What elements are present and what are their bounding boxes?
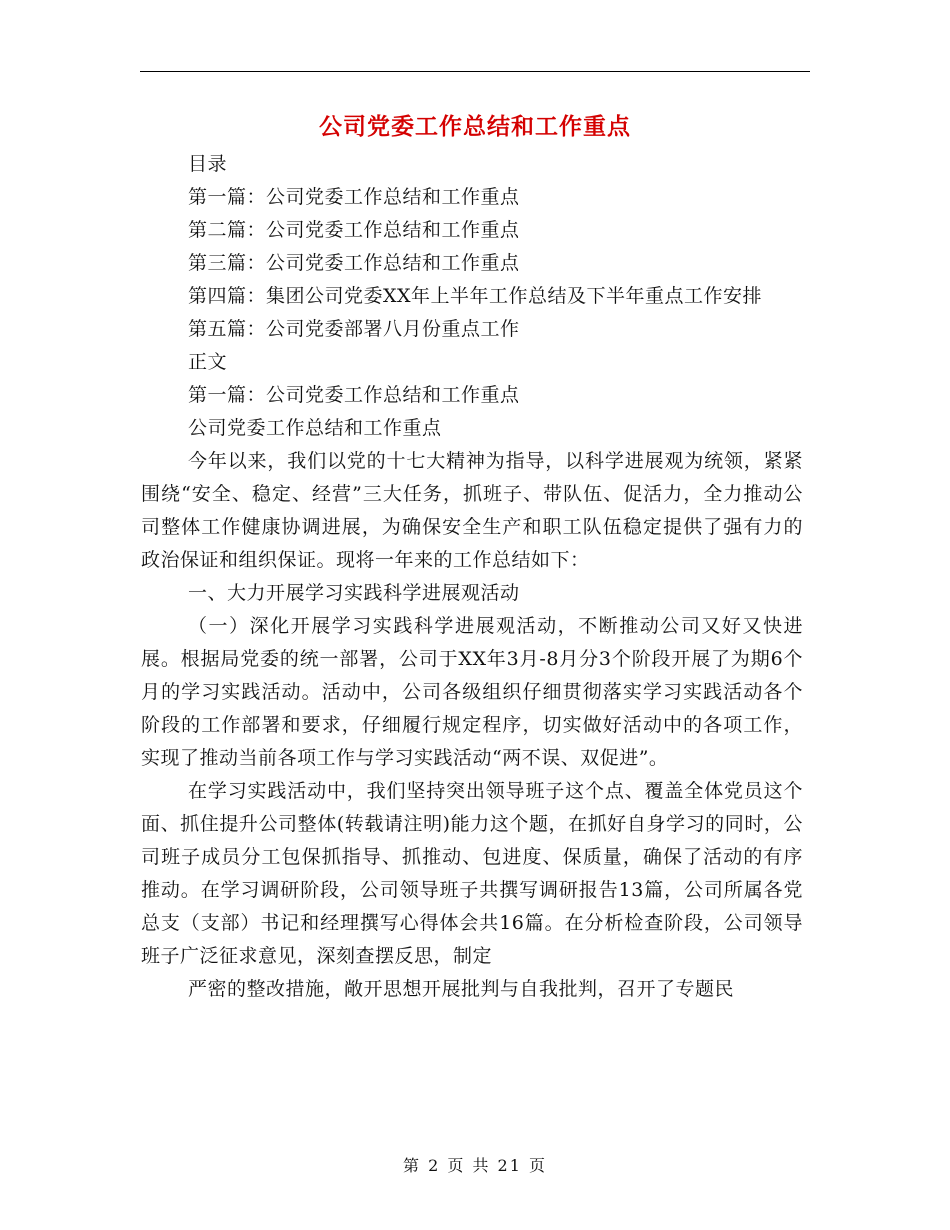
paragraph-3: 严密的整改措施，敞开思想开展批判与自我批判，召开了专题民	[188, 978, 735, 1000]
paragraph-2: 在学习实践活动中，我们坚持突出领导班子这个点、覆盖全体党员这个面、抓住提升公司整体(转载请注明)能力这个题，在抓好自身学习的同时，公司班子成员分工包保抓指导、抓推动、包进度、保质量，确保了活动的有序推动。在学习调研阶段，公司领导班子共撰写调研报告13篇，公司所属各党总支（支部）书记和经理撰写心得体会共16篇。在分析检查阶段，公司领导班子广泛征求意见，深刻查摆反思，制定	[141, 780, 803, 967]
page-number: 第 2 页 共 21 页	[403, 1156, 547, 1175]
paragraph-1: （一）深化开展学习实践科学进展观活动，不断推动公司又好又快进展。根据局党委的统一部署，公司于XX年3月-8月分3个阶段开展了为期6个月的学习实践活动。活动中，公司各级组织仔细贯彻落实学习实践活动各个阶段的工作部署和要求，仔细履行规定程序，切实做好活动中的各项工作，实现了推动当前各项工作与学习实践活动“两不误、双促进”。	[141, 615, 803, 769]
document-body	[141, 148, 803, 1006]
document-title: 公司党委工作总结和工作重点	[319, 114, 631, 140]
section-heading-1: 一、大力开展学习实践科学进展观活动	[188, 582, 520, 604]
toc-item-2: 第二篇：公司党委工作总结和工作重点	[188, 219, 520, 241]
toc-item-4: 第四篇：集团公司党委XX年上半年工作总结及下半年重点工作安排	[188, 285, 763, 307]
toc-item-5: 第五篇：公司党委部署八月份重点工作	[188, 318, 520, 340]
header-rule	[140, 71, 810, 72]
body-heading: 正文	[188, 351, 228, 373]
toc-item-1: 第一篇：公司党委工作总结和工作重点	[188, 186, 520, 208]
paragraph-intro: 今年以来，我们以党的十七大精神为指导，以科学进展观为统领，紧紧围绕“安全、稳定、经营”三大任务，抓班子、带队伍、促活力，全力推动公司整体工作健康协调进展，为确保安全生产和职工队伍稳定提供了强有力的政治保证和组织保证。现将一年来的工作总结如下：	[141, 450, 803, 571]
section-title: 公司党委工作总结和工作重点	[188, 417, 442, 439]
chapter-heading: 第一篇：公司党委工作总结和工作重点	[188, 384, 520, 406]
toc-item-3: 第三篇：公司党委工作总结和工作重点	[188, 252, 520, 274]
toc-heading: 目录	[188, 153, 228, 175]
